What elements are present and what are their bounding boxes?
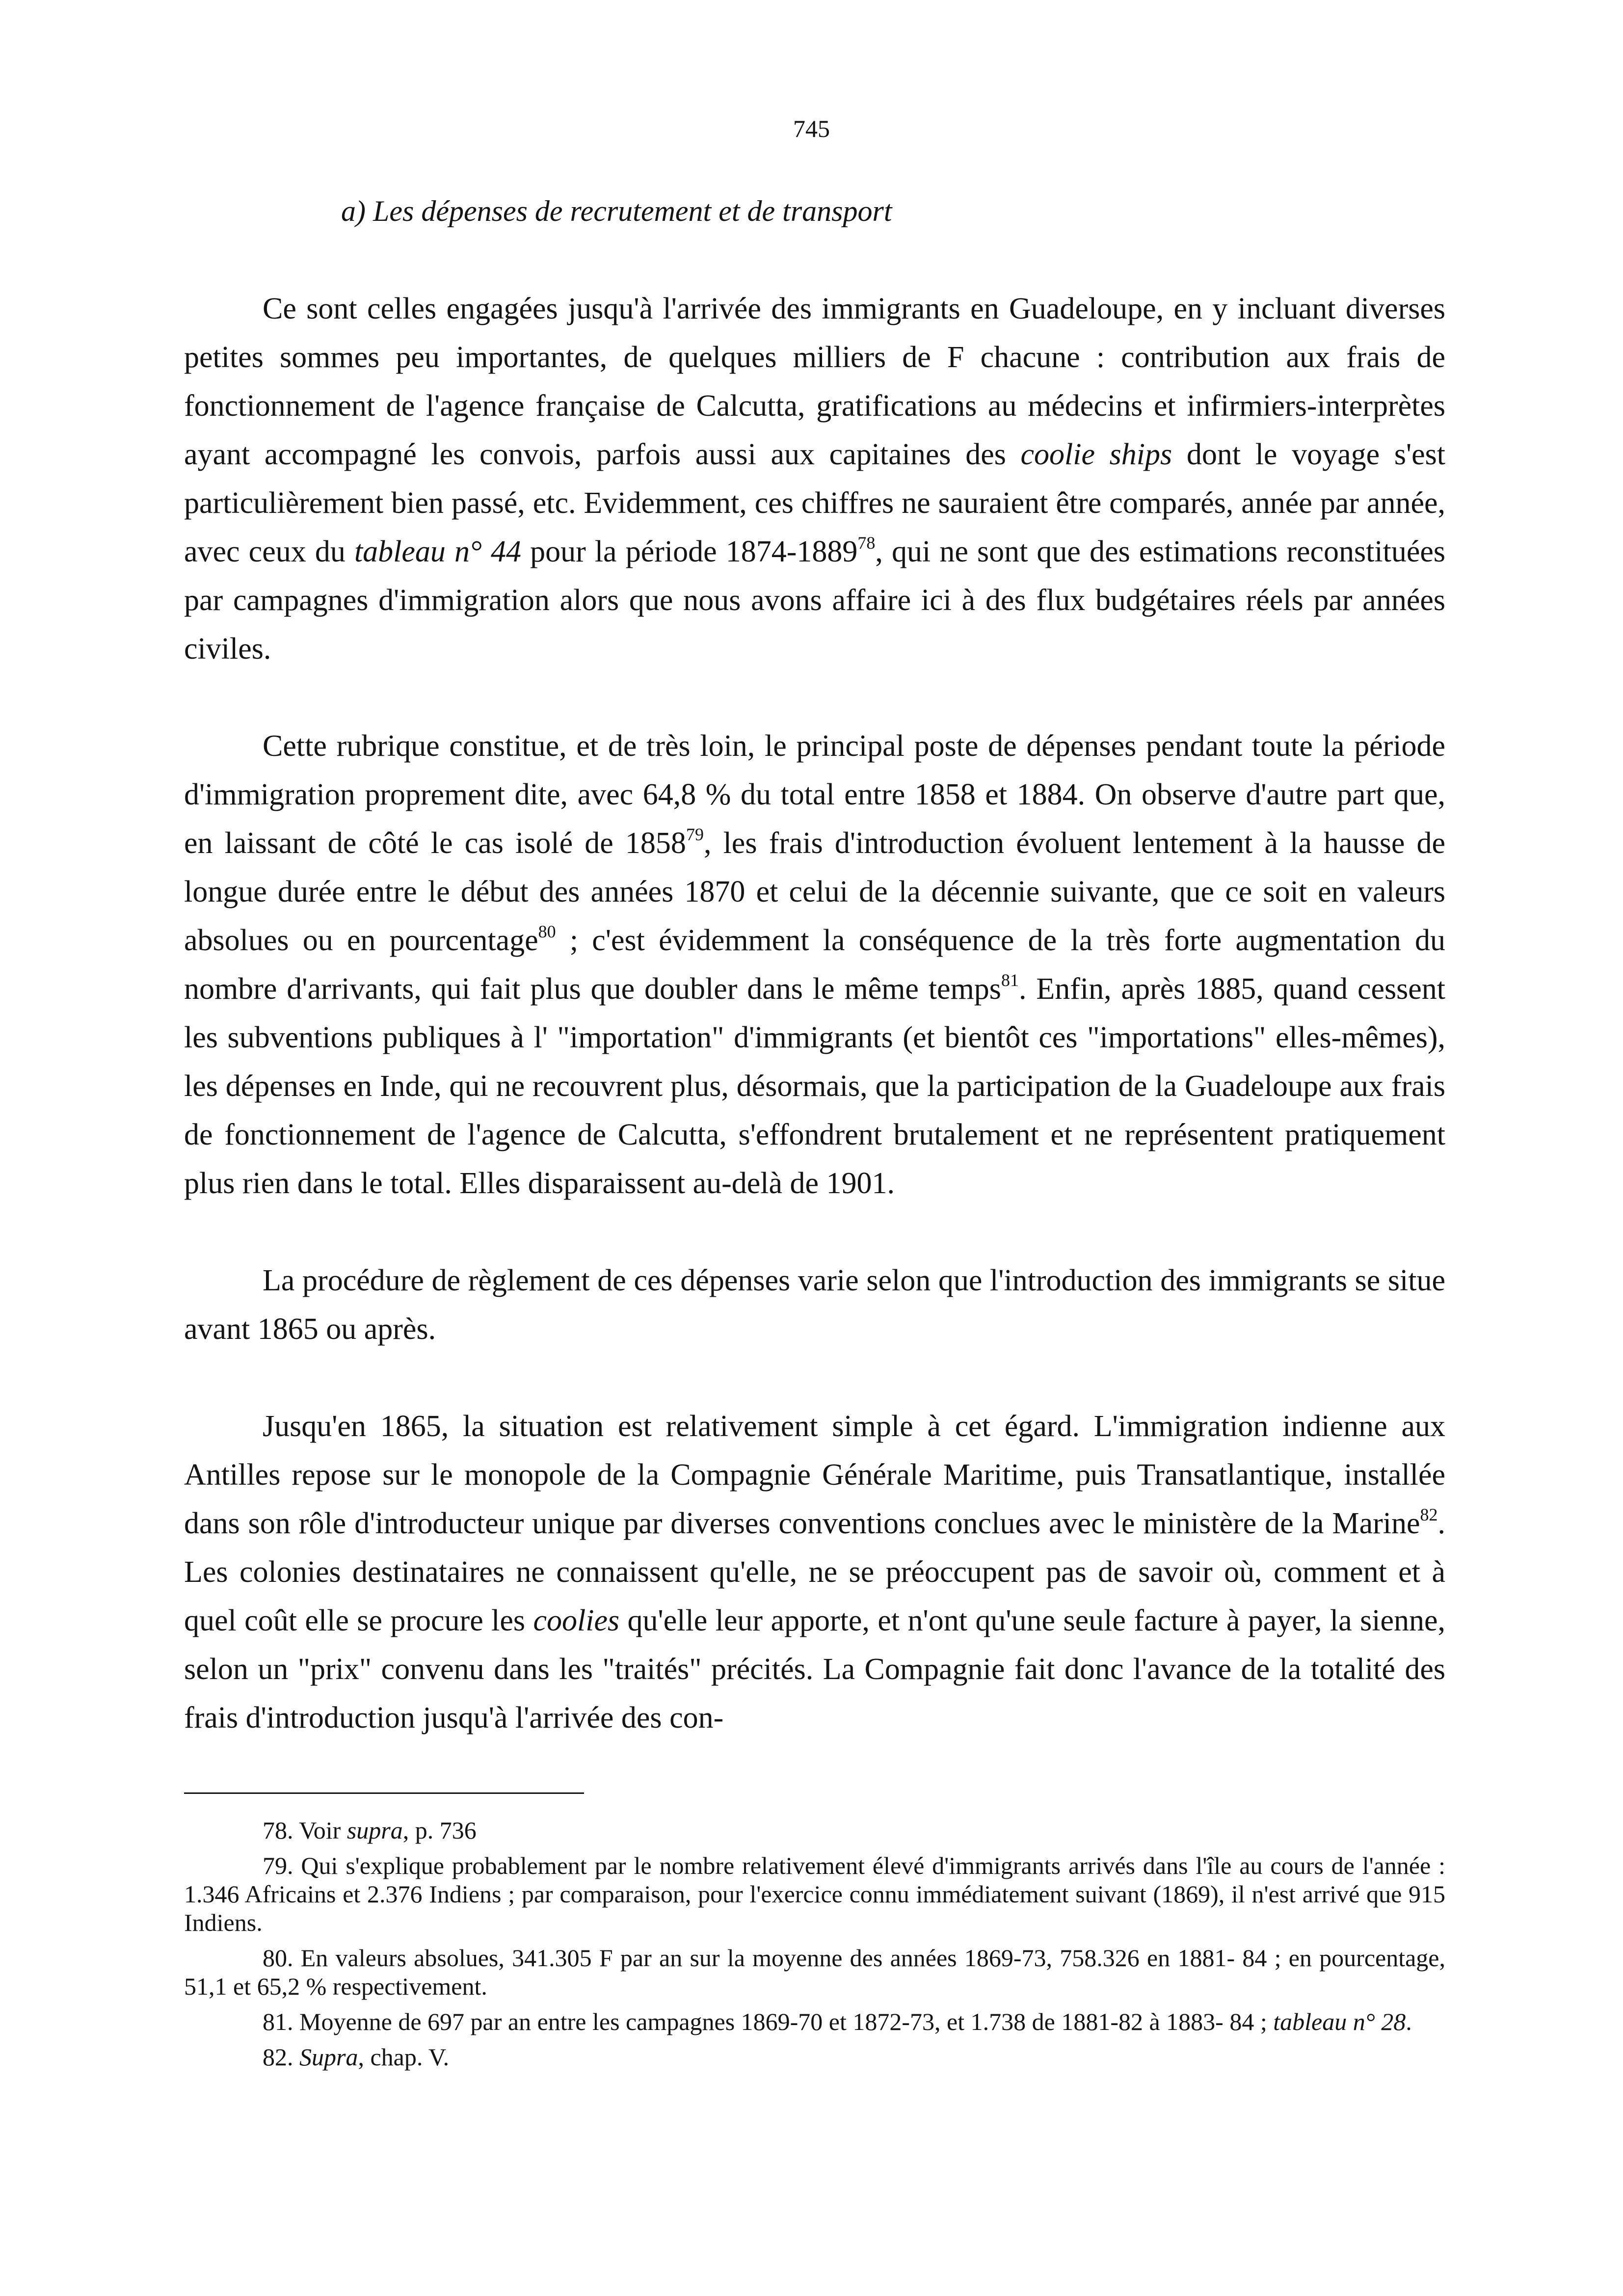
footnote-82: 82. Supra, chap. V. xyxy=(263,2043,450,2071)
footnote-ref-80[interactable]: 80 xyxy=(538,922,556,941)
paragraph-1: Ce sont celles engagées jusqu'à l'arrivée des immigrants en Guadeloupe, en y incluant diverses petites sommes peu importantes, de quelques milliers de F chacune : contribution aux frais de fonctionnement de l'agence française de Calcutta, gratifications au médecins et infirmiers-interprètes ayant accompagné les convois, parfois aussi aux capitaines des coolie ships dont le voyage s'est particulièrement bien passé, etc. Evidemment, ces chiffres ne sauraient être comparés, année par année, avec ceux du tableau n° 44 pour la période 1874-1889$^{78}$, qui ne sont que des estimations reconstituées par campagnes d'immigration alors que nous avons affaire ici à des flux budgétaires réels par années civiles. xyxy=(184,292,1446,666)
page-number: 745 xyxy=(793,115,830,142)
footnote-ref-81[interactable]: 81 xyxy=(1001,970,1019,990)
footnote-separator xyxy=(184,1792,584,1794)
footnote-78: 78. Voir supra, p. 736 xyxy=(263,1816,477,1844)
footnotes xyxy=(184,1816,1445,2078)
footnote-81: 81. Moyenne de 697 par an entre les campagnes 1869-70 et 1872-73, et 1.738 de 1881-82 à 1883- 84 ; tableau n° 28. xyxy=(263,2008,1412,2035)
body-text xyxy=(184,285,1445,1742)
footnote-80: 80. En valeurs absolues, 341.305 F par an sur la moyenne des années 1869-73, 758.326 en 1881- 84 ; en pourcentage, 51,1 et 65,2 % respectivement. xyxy=(184,1944,1445,2000)
paragraph-3: La procédure de règlement de ces dépenses varie selon que l'introduction des immigrants se situe avant 1865 ou après. xyxy=(184,1264,1445,1346)
footnote-ref-79[interactable]: 79 xyxy=(686,825,704,844)
paragraph-4: Jusqu'en 1865, la situation est relativement simple à cet égard. L'immigration indienne aux Antilles repose sur le monopole de la Compagnie Générale Maritime, puis Transatlantique, installée dans son rôle d'introducteur unique par diverses conventions conclues avec le ministère de la Marine$^{82}$. Les colonies destinataires ne connaissent qu'elle, ne se préoccupent pas de savoir où, comment et à quel coût elle se procure les coolies qu'elle leur apporte, et n'ont qu'une seule facture à payer, la sienne, selon un "prix" convenu dans les "traités" précités. La Compagnie fait donc l'avance de la totalité des frais d'introduction jusqu'à l'arrivée des con- xyxy=(184,1410,1446,1735)
paragraph-2: Cette rubrique constitue, et de très loin, le principal poste de dépenses pendant toute la période d'immigration proprement dite, avec 64,8 % du total entre 1858 et 1884. On observe d'autre part que, en laissant de côté le cas isolé de 1858$^{79}$, les frais d'introduction évoluent lentement à la hausse de longue durée entre le début des années 1870 et celui de la décennie suivante, que ce soit en valeurs absolues ou en pourcentage$^{80}$ ; c'est évidemment la conséquence de la très forte augmentation du nombre d'arrivants, qui fait plus que doubler dans le même temps$^{81}$. Enfin, après 1885, quand cessent les subventions publiques à l' "importation" d'immigrants (et bientôt ces "importations" elles-mêmes), les dépenses en Inde, qui ne recouvrent plus, désormais, que la participation de la Guadeloupe aux frais de fonctionnement de l'agence de Calcutta, s'effondrent brutalement et ne représentent pratiquement plus rien dans le total. Elles disparaissent au-delà de 1901. xyxy=(184,729,1446,1200)
table-reference: tableau n° 44 xyxy=(354,535,521,568)
italic-term: coolies xyxy=(533,1604,620,1637)
footnote-ref-78[interactable]: 78 xyxy=(857,533,876,553)
footnote-ref-82[interactable]: 82 xyxy=(1420,1505,1438,1524)
italic-term: coolie ships xyxy=(1020,438,1172,471)
section-heading: a) Les dépenses de recrutement et de transport xyxy=(341,195,892,227)
footnote-79: 79. Qui s'explique probablement par le nombre relativement élevé d'immigrants arrivés dans l'île au cours de l'année : 1.346 Africains et 2.376 Indiens ; par comparaison, pour l'exercice connu immédiatement suivant (1869), il n'est arrivé que 915 Indiens. xyxy=(184,1852,1445,1936)
